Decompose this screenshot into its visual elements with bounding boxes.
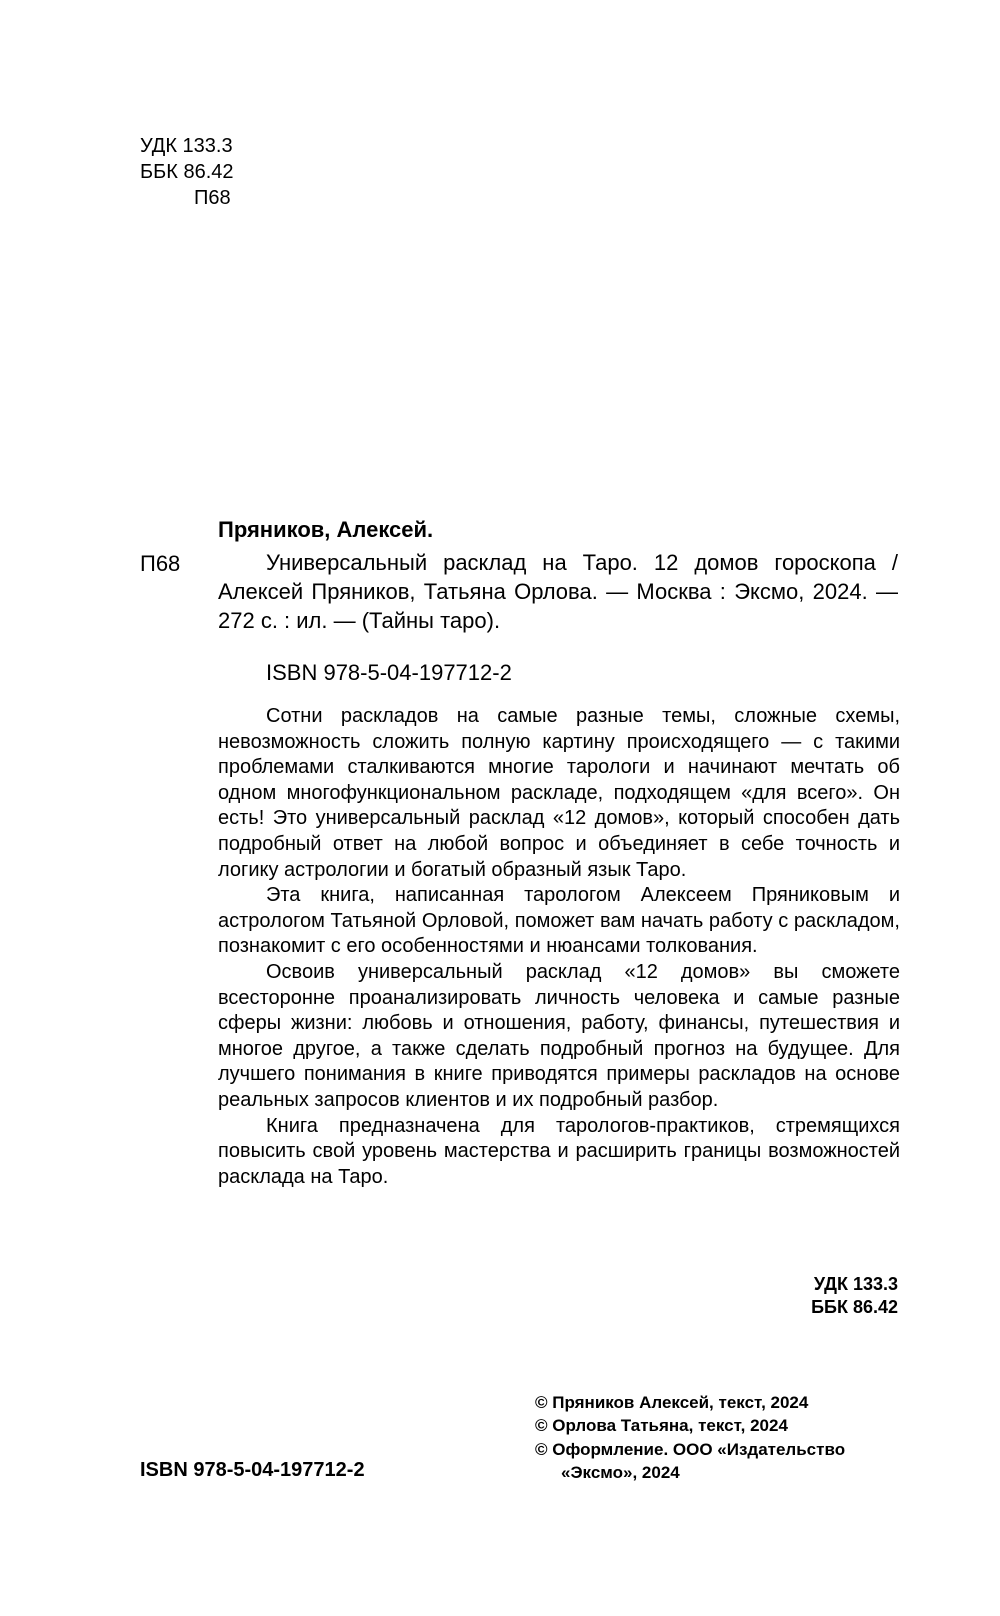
annotation-paragraph: Сотни раскладов на самые разные темы, сложные схемы, невозможность сложить полную картину происходящего — с такими проблемами сталкиваются многие тарологи и начинают мечтать об одном многофункциональном раскладе, подходящем «для всего». Он есть! Это универсальный расклад «12 домов», который способен дать подробный ответ на любой вопрос и объединяет в себе точность и логику астрологии и богатый образный язык Таро. [218,705,900,881]
copyright-line: «Эксмо», 2024 [561,1462,680,1482]
copyright-block [535,1391,845,1484]
shelf-mark: П68 [140,551,181,576]
bbk-code-bottom: ББК 86.42 [811,1297,898,1317]
copyright-line: © Пряников Алексей, текст, 2024 [535,1393,809,1412]
author-heading: Пряников, Алексей. [218,517,434,542]
bbk-code: ББК 86.42 [140,161,234,183]
bibliographic-description: Универсальный расклад на Таро. 12 домов гороскопа / Алексей Пряников, Татьяна Орлова. — Москва : Эксмо, 2024. — 272 с. : ил. — (Тайны таро). [218,550,898,633]
bottom-classification-codes [720,1273,898,1319]
top-classification-codes [140,133,234,211]
annotation-paragraph: Освоив универсальный расклад «12 домов» вы сможете всесторонне проанализировать личность человека и самые разные сферы жизни: любовь и отношения, работу, финансы, путешествия и многое другое, а также сделать подробный прогноз на будущее. Для лучшего понимания в книге приводятся примеры раскладов на основе реальных запросов клиентов и их подробный разбор. [218,960,900,1111]
udk-code-bottom: УДК 133.3 [813,1274,898,1294]
isbn-line: ISBN 978-5-04-197712-2 [266,660,512,685]
author-mark: П68 [194,187,231,209]
isbn-bottom: ISBN 978-5-04-197712-2 [140,1459,365,1481]
copyright-line: © Оформление. ООО «Издательство [535,1439,846,1459]
annotation [218,704,900,1190]
annotation-paragraph: Книга предназначена для тарологов-практиков, стремящихся повысить свой уровень мастерства и расширить границы возможностей расклада на Таро. [218,1114,900,1188]
annotation-paragraph: Эта книга, написанная тарологом Алексеем Пряниковым и астрологом Татьяной Орловой, поможет вам начать работу с раскладом, познакомит с его особенностями и нюансами толкования. [218,884,900,958]
udk-code: УДК 133.3 [140,135,233,157]
copyright-line: © Орлова Татьяна, текст, 2024 [535,1416,788,1436]
